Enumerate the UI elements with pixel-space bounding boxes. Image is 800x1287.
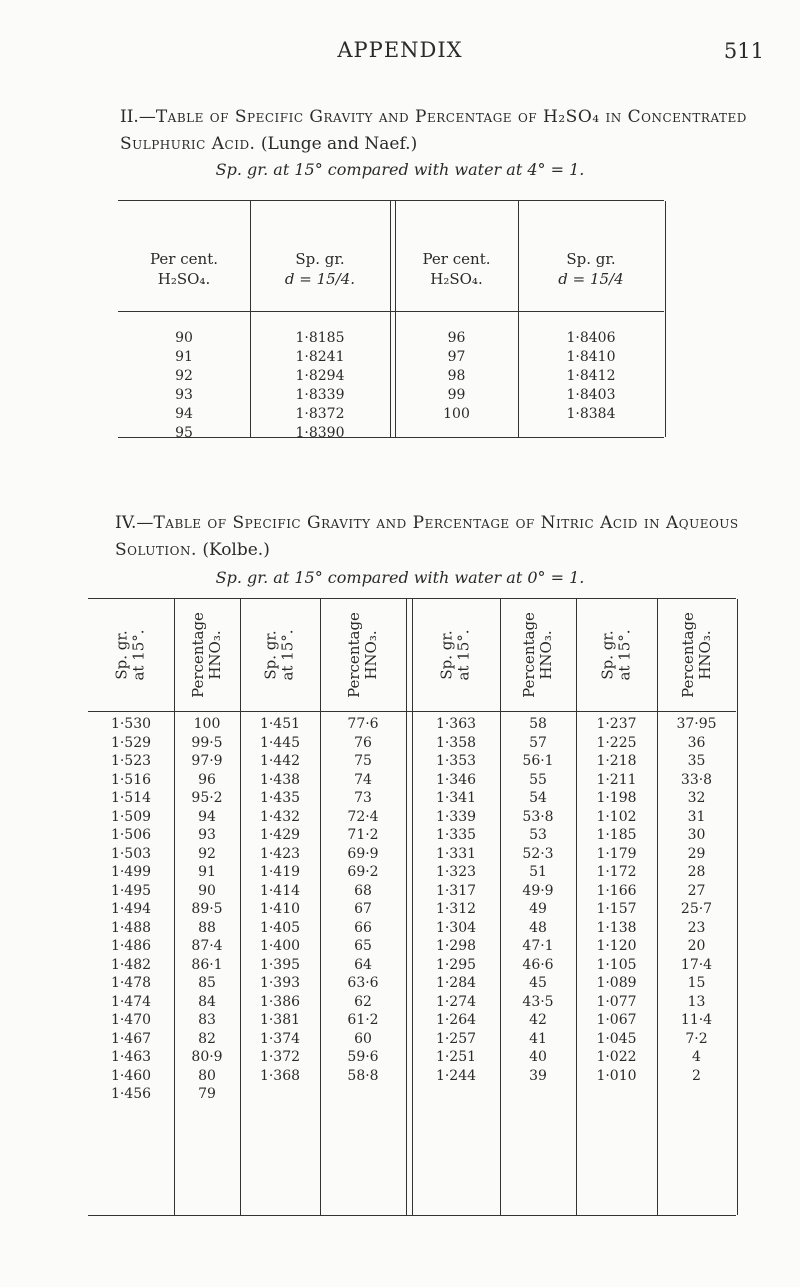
table-cell: 1·429 [259,827,301,843]
table2-header-line2: H₂SO₄. [430,270,483,288]
table-cell: 53 [529,827,547,843]
table-cell: 1·8241 [295,349,345,365]
table4-caption [115,510,755,564]
table-cell: 1·460 [110,1067,152,1084]
table-cell: 1·179 [596,845,637,862]
table-cell: 65 [354,938,372,954]
table-cell: 83 [198,1012,216,1028]
table-cell: 100 [193,716,221,732]
table4-subtitle-sp: Sp. gr. [215,568,269,587]
table-cell: 56·1 [522,753,554,769]
table-cell: 1·514 [110,790,152,806]
table4-header-line2: HNO₃. [206,630,225,680]
table-cell: 1·346 [435,771,477,788]
table-cell: 1·395 [259,956,301,973]
table-cell: 86·1 [191,956,223,973]
table2-header-line1: Sp. gr. [566,250,616,268]
table4-header-line1: Sp. gr. [262,630,280,680]
table-cell: 1·8384 [566,406,616,422]
table-cell: 58·8 [347,1067,379,1084]
table-cell: 1·022 [596,1049,637,1065]
table-cell: 1·8412 [566,368,616,384]
table4-column-percent [500,715,576,1085]
table-cell: 1·335 [435,827,477,843]
table-cell: 1·486 [110,938,152,954]
table-cell: 1·198 [596,790,637,806]
table-cell: 1·445 [259,734,301,751]
table4-header-line1: Percentage [189,612,208,698]
table-cell: 64 [354,956,372,973]
table-cell: 79 [198,1086,216,1102]
table4-header-line2: at 15°. [279,629,297,681]
table-cell: 49 [529,901,547,917]
table-cell: 1·372 [259,1049,301,1065]
table-cell: 1·503 [110,845,152,862]
table2-header-line2: H₂SO₄. [157,270,211,288]
table-cell: 1·530 [110,716,152,732]
table-cell: 1·317 [435,882,477,899]
table-cell: 59·6 [347,1049,379,1065]
table2-caption-credit: (Lunge and Naef.) [260,134,418,154]
table-cell: 74 [354,771,372,788]
table-cell: 46·6 [522,956,554,973]
table4-header-line2: at 15°. [615,629,634,681]
table-cell: 1·077 [596,993,637,1010]
table-cell: 1·499 [110,864,152,880]
table-cell: 1·386 [259,993,301,1010]
table2-header [395,249,518,289]
table-cell: 48 [529,919,547,936]
table-cell: 63·6 [347,975,379,991]
table-cell: 1·463 [110,1049,152,1065]
table-cell: 1·368 [259,1067,301,1084]
table4-column-percent [320,715,406,1085]
table-cell: 47·1 [522,938,554,954]
table-cell: 1·381 [259,1012,301,1028]
page-number: 511 [723,39,764,63]
table-cell: 1·218 [596,753,637,769]
table-cell: 71·2 [347,827,379,843]
table2-header-line2: d = 15/4 [558,270,624,288]
table-cell: 7·2 [685,1030,708,1047]
table-cell: 1·494 [110,901,152,917]
table-cell: 94 [198,808,216,825]
table4-header-line1: Percentage [678,612,697,698]
table-cell: 13 [687,993,706,1010]
table-cell: 40 [529,1049,547,1065]
table4-header-rule [88,711,736,712]
table2-caption-main: Table of Specific Gravity and Percentage of H₂SO₄ in Concentrated Sulphuric Acid. [120,107,747,154]
table-cell: 1·414 [259,882,301,899]
table4-header-line1: Sp. gr. [438,630,456,680]
table4-caption-main: Table of Specific Gravity and Percentage of Nitric Acid in Aqueous Solution. [115,513,739,560]
table4-subtitle [0,568,800,587]
table-cell: 37·95 [676,716,717,732]
table-cell: 73 [354,790,372,806]
table-cell: 1·8403 [566,387,616,403]
table-cell: 93 [175,387,193,403]
table-cell: 1·331 [435,845,477,862]
table-cell: 1·225 [596,734,637,751]
table4-header [412,599,500,711]
table-cell: 1·438 [259,771,301,788]
table4 [88,598,736,1216]
table-cell: 1·482 [110,956,152,973]
table-cell: 95·2 [191,790,223,806]
table-cell: 1·8410 [566,349,616,365]
table-cell: 1·8372 [295,406,345,422]
table-cell: 97·9 [191,753,223,769]
table-cell: 100 [443,406,470,422]
table-cell: 1·8185 [295,330,345,346]
table-cell: 1·8339 [295,387,345,403]
table4-header-line2: at 15°. [455,629,473,681]
table-cell: 45 [529,975,547,991]
table4-column-spgr [412,715,500,1085]
table-cell: 97 [447,349,466,365]
table-cell: 1·185 [596,827,637,843]
table-cell: 1·423 [259,845,301,862]
running-head [0,38,800,68]
table-cell: 1·284 [435,975,477,991]
table-cell: 54 [529,790,547,806]
table4-header-line1: Percentage [344,612,363,698]
table4-header [174,599,240,711]
table-cell: 92 [175,368,193,384]
table4-column-spgr [240,715,320,1085]
table4-caption-credit: (Kolbe.) [202,540,270,560]
table-cell: 96 [447,330,466,346]
table-cell: 1·264 [435,1012,477,1028]
table-cell: 51 [529,864,547,880]
table4-right-edge [737,599,738,1215]
table4-header [320,599,406,711]
table-cell: 41 [529,1030,547,1047]
table-cell: 67 [354,901,372,917]
table-cell: 57 [529,734,547,751]
table-cell: 20 [687,938,706,954]
table-cell: 1·470 [110,1012,152,1028]
table-cell: 1·393 [259,975,301,991]
table-cell: 1·467 [110,1030,152,1047]
table-cell: 1·105 [596,956,637,973]
table-cell: 66 [354,919,372,936]
table-cell: 1·295 [435,956,477,973]
table-cell: 68 [354,882,372,899]
table-cell: 80·9 [191,1049,223,1065]
table-cell: 1·339 [435,808,477,825]
table-cell: 91 [175,349,193,365]
table-cell: 82 [198,1030,216,1047]
table-cell: 75 [354,753,372,769]
table-cell: 1·353 [435,753,477,769]
table-cell: 55 [529,771,547,788]
table-cell: 1·211 [596,771,637,788]
table-cell: 1·102 [596,808,637,825]
table2-caption-prefix: II.— [120,107,156,127]
table-cell: 1·010 [596,1067,637,1084]
table-cell: 2 [692,1067,701,1084]
running-head-title: APPENDIX [337,38,463,62]
table-cell: 85 [198,975,216,991]
table-cell: 1·488 [110,919,152,936]
table2 [118,200,664,441]
table-cell: 80 [198,1067,216,1084]
table-cell: 88 [198,919,216,936]
table-cell: 1·478 [110,975,152,991]
table-cell: 95 [175,425,193,441]
table-cell: 1·456 [110,1086,152,1102]
table4-subtitle-rest: at 15° compared with water at 0° = 1. [273,568,585,587]
table-cell: 1·506 [110,827,152,843]
table-cell: 1·067 [596,1012,637,1028]
table-cell: 1·8406 [566,330,616,346]
table-cell: 23 [687,919,706,936]
table-cell: 32 [687,790,706,806]
table-cell: 52·3 [522,845,554,862]
table2-caption [120,104,760,158]
table4-header-line2: HNO₃. [695,630,714,680]
table-cell: 25·7 [680,901,713,917]
table-cell: 72·4 [347,808,379,825]
table-cell: 1·474 [110,993,152,1010]
table2-right-edge [665,201,666,437]
table4-header-line2: HNO₃. [537,630,556,680]
table-cell: 1·509 [110,808,152,825]
table2-column-spgr [250,329,390,443]
table-cell: 1·312 [435,901,477,917]
table-cell: 1·405 [259,919,301,936]
table2-header [118,249,250,289]
table2-header-line1: Sp. gr. [295,250,345,268]
table-cell: 1·089 [596,975,637,991]
table-cell: 1·523 [110,753,152,769]
table-cell: 90 [198,882,216,899]
table-cell: 1·419 [259,864,301,880]
table-cell: 39 [529,1067,547,1084]
table-cell: 1·120 [596,938,637,954]
table-cell: 91 [198,864,216,880]
table2-subtitle-sp: Sp. gr. [215,160,269,179]
table-cell: 30 [687,827,706,843]
table2-header-line1: Per cent. [150,250,218,268]
table-cell: 69·2 [347,864,379,880]
table-cell: 11·4 [680,1012,713,1028]
table-cell: 1·138 [596,919,637,936]
table-cell: 1·237 [596,716,637,732]
table4-column-percent [174,715,240,1104]
table4-header [500,599,576,711]
table4-header [657,599,736,711]
table2-column-spgr [518,329,664,424]
table-cell: 17·4 [680,956,713,973]
table4-column-percent [657,715,736,1085]
table-cell: 27 [687,882,706,899]
table-cell: 76 [354,734,372,751]
table4-caption-prefix: IV.— [115,513,154,533]
table-cell: 87·4 [191,938,223,954]
table-cell: 31 [687,808,706,825]
table4-header [576,599,657,711]
table2-column-percent [395,329,518,424]
table2-header-line2: d = 15/4. [284,270,356,288]
table2-header [518,249,664,289]
table2-header-rule [118,311,664,312]
table-cell: 1·323 [435,864,477,880]
table-cell: 1·435 [259,790,301,806]
table-cell: 1·341 [435,790,477,806]
table-cell: 1·451 [259,716,301,732]
table4-header-line2: at 15°. [130,629,148,681]
table4-header [88,599,174,711]
table-cell: 49·9 [522,882,554,899]
table2-column-percent [118,329,250,443]
table4-column-spgr [576,715,657,1085]
table-cell: 36 [687,734,706,751]
table-cell: 1·495 [110,882,152,899]
table-cell: 42 [529,1012,547,1028]
table4-column-spgr [88,715,174,1104]
table-cell: 58 [529,716,547,732]
table-cell: 1·304 [435,919,477,936]
table-cell: 1·251 [435,1049,477,1065]
table-cell: 99·5 [191,734,223,751]
table-cell: 1·298 [435,938,477,954]
table-cell: 89·5 [191,901,223,917]
table-cell: 4 [692,1049,701,1065]
table4-header-line1: Sp. gr. [113,630,131,680]
table2-subtitle [0,160,800,179]
table-cell: 92 [198,845,216,862]
table-cell: 96 [198,771,216,788]
table-cell: 61·2 [347,1012,379,1028]
table-cell: 98 [447,368,466,384]
table-cell: 1·274 [435,993,477,1010]
table-cell: 1·358 [435,734,477,751]
table-cell: 1·172 [596,864,637,880]
table4-header [240,599,320,711]
table2-header-line1: Per cent. [422,250,491,268]
table-cell: 1·045 [596,1030,637,1047]
table-cell: 62 [354,993,372,1010]
table-cell: 1·363 [435,716,477,732]
table2-divider [390,201,391,437]
table-cell: 60 [354,1030,372,1047]
table-cell: 77·6 [347,716,379,732]
table-cell: 29 [687,845,706,862]
table-cell: 1·529 [110,734,152,751]
table-cell: 93 [198,827,216,843]
table-cell: 84 [198,993,216,1010]
table-cell: 1·244 [435,1067,477,1084]
table-cell: 15 [687,975,706,991]
table4-header-line1: Percentage [520,612,539,698]
table-cell: 1·410 [259,901,301,917]
table4-header-line2: HNO₃. [361,630,380,680]
table-cell: 1·8390 [295,425,345,441]
table-cell: 1·166 [596,882,637,899]
table-cell: 1·257 [435,1030,477,1047]
table-cell: 28 [687,864,706,880]
table-cell: 1·8294 [295,368,345,384]
table-cell: 1·157 [596,901,637,917]
table-cell: 1·442 [259,753,301,769]
table-cell: 33·8 [680,771,713,788]
table-cell: 1·432 [259,808,301,825]
table-cell: 69·9 [347,845,379,862]
table-cell: 94 [175,406,193,422]
table4-header-line1: Sp. gr. [598,630,617,680]
table2-header [250,249,390,289]
table4-divider [406,599,407,1215]
table2-subtitle-rest: at 15° compared with water at 4° = 1. [273,160,585,179]
table-cell: 90 [175,330,193,346]
table-cell: 53·8 [522,808,554,825]
table-cell: 1·516 [110,771,152,788]
table-cell: 1·374 [259,1030,301,1047]
table-cell: 35 [687,753,706,769]
table-cell: 99 [447,387,466,403]
table-cell: 43·5 [522,993,554,1010]
table-cell: 1·400 [259,938,301,954]
